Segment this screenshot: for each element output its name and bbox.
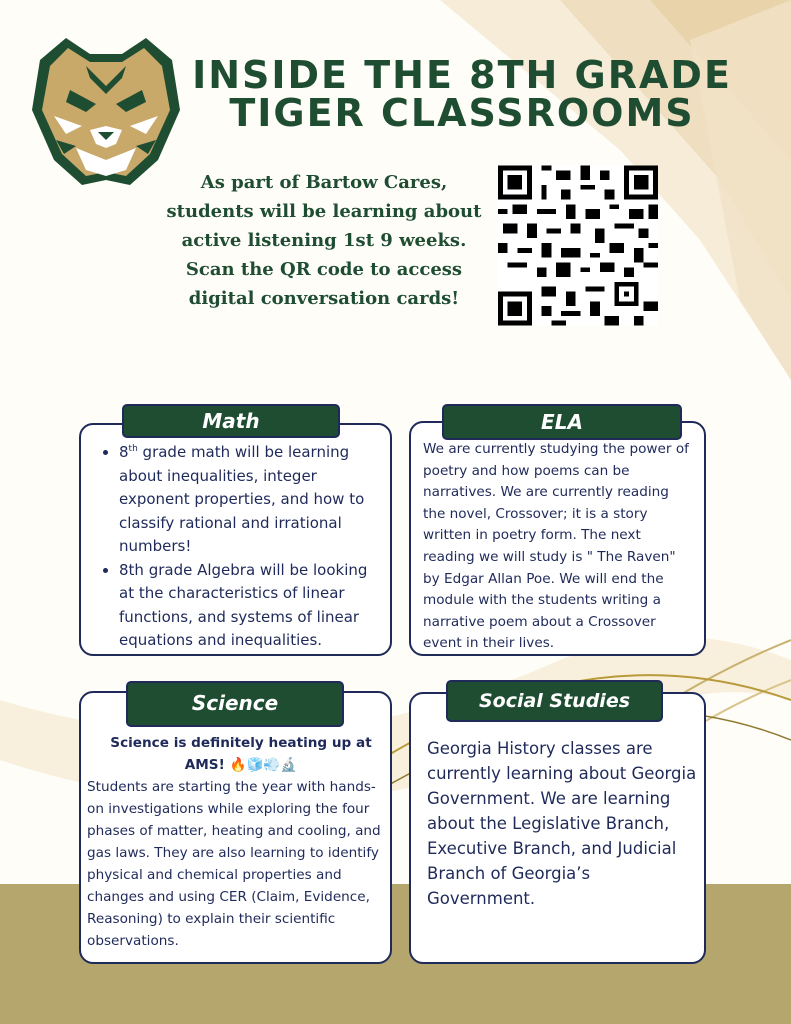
science-body: Students are starting the year with hands-on investigations while exploring the four phases of matter, heating and cooling, and gas laws. They are also learning to identify physical and chemical properties and changes and using CER (Claim, Evidence, Reasoning) to explain their scientific observations. bbox=[87, 779, 381, 949]
math-bullet-1-sup: th bbox=[128, 444, 138, 454]
title-line-2: TIGER CLASSROOMS bbox=[229, 91, 695, 135]
ela-heading: ELA bbox=[442, 404, 682, 440]
intro-line: active listening 1st 9 weeks. bbox=[181, 230, 467, 251]
intro-line: digital conversation cards! bbox=[188, 288, 460, 309]
math-bullet-1-number: 8 bbox=[119, 443, 129, 461]
tiger-head-icon bbox=[30, 30, 182, 190]
science-lead: Science is definitely heating up at AMS! 🔥🧊💨🔬 bbox=[110, 735, 372, 773]
intro-text bbox=[160, 168, 488, 313]
qr-code-icon[interactable] bbox=[498, 163, 658, 328]
ela-body: We are currently studying the power of poetry and how poems can be narratives. We are currently reading the novel, Crossover; it is a story written in poetry form. The next reading we will study is " The Raven" by Edgar Allan Poe. We will end the module with the students writing a narrative poem about a Crossover event in their lives. bbox=[423, 441, 689, 652]
social-studies-card bbox=[409, 692, 706, 964]
science-card bbox=[79, 691, 392, 964]
social-studies-heading: Social Studies bbox=[446, 680, 663, 722]
intro-line: As part of Bartow Cares, bbox=[200, 172, 448, 193]
list-item bbox=[119, 441, 387, 559]
science-heading: Science bbox=[126, 681, 344, 727]
math-heading: Math bbox=[122, 404, 340, 438]
math-card bbox=[79, 423, 392, 656]
intro-line: students will be learning about bbox=[166, 201, 482, 222]
page-title bbox=[182, 53, 742, 135]
title-line-1: INSIDE THE 8TH GRADE bbox=[192, 53, 732, 97]
social-studies-body: Georgia History classes are currently learning about Georgia Government. We are learning about the Legislative Branch, Executive Branch, and Judicial Branch of Georgia’s Government. bbox=[427, 739, 697, 908]
math-bullet-list bbox=[101, 441, 387, 653]
list-item: • 8th grade Algebra will be looking at the characteristics of linear functions, and systems of linear equations and inequalities. bbox=[119, 559, 387, 653]
ela-card bbox=[409, 421, 706, 656]
intro-line: Scan the QR code to access bbox=[185, 259, 463, 280]
math-bullet-1-text: grade math will be learning about inequalities, integer exponent properties, and how to classify rational and irrational numbers! bbox=[119, 443, 365, 555]
